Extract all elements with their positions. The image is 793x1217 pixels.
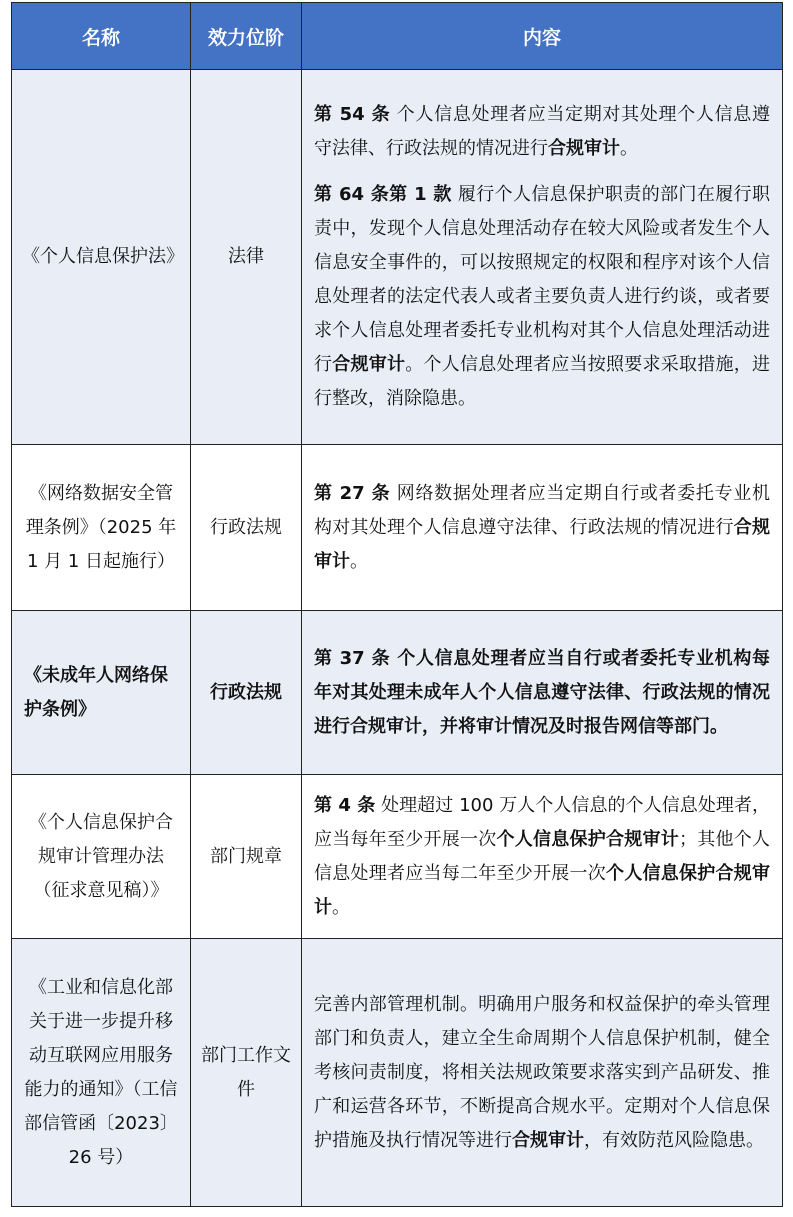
- content-text: 履行个人信息保护职责的部门在履行职责中，发现个人信息处理活动存在较大风险或者发生个人信息安全事件的，可以按照规定的权限和程序对该个人信息处理者的法定代表人或者主要负责人进行约谈，或者要求个人信息处理者委托专业机构对其个人信息处理活动进行: [314, 184, 770, 375]
- highlight-text: 个人信息保护合规审计: [314, 862, 770, 918]
- row-content: [302, 70, 783, 445]
- content-text: 。: [350, 550, 368, 572]
- content-text: ；其他个人信息处理者应当每二年至少开展一次: [314, 828, 770, 884]
- article-number: 第 54 条: [314, 104, 391, 125]
- header-content: 内容: [302, 3, 783, 70]
- row-level: 法律: [191, 70, 302, 445]
- row-name: 《个人信息保护合规审计管理办法（征求意见稿）》: [12, 775, 191, 939]
- content-text: 。个人信息处理者应当按照要求采取措施，进行整改，消除隐患。: [314, 354, 770, 409]
- table-row: [12, 939, 783, 1207]
- content-text: 网络数据处理者应当定期自行或者委托专业机构对其处理个人信息遵守法律、行政法规的情况进行: [314, 482, 770, 538]
- row-content: [302, 445, 783, 611]
- content-text: 。: [332, 896, 350, 918]
- row-level: 部门工作文件: [191, 939, 302, 1207]
- row-content: [302, 775, 783, 939]
- header-level: 效力位阶: [191, 3, 302, 70]
- content-text: 个人信息处理者应当定期对其处理个人信息遵守法律、行政法规的情况进行: [314, 104, 770, 159]
- row-level: 行政法规: [191, 445, 302, 611]
- content-text: 。: [620, 138, 638, 159]
- content-paragraph: [314, 477, 770, 579]
- highlight-text: 合规审计: [332, 354, 406, 375]
- article-number: 第 27 条: [314, 482, 391, 504]
- highlight-text: 合规审计: [314, 516, 770, 572]
- content-text: ，有效防范风险隐患。: [584, 1129, 764, 1151]
- row-name: 《工业和信息化部关于进一步提升移动互联网应用服务能力的通知》（工信部信管函〔2023〕26 号）: [12, 939, 191, 1207]
- highlight-text: 个人信息保护合规审计: [496, 828, 679, 850]
- article-number: 第 4 条: [314, 794, 376, 816]
- article-number: 第 64 条第 1 款: [314, 184, 452, 205]
- content-paragraph: [314, 178, 770, 416]
- row-content: [302, 611, 783, 775]
- content-paragraph: [314, 789, 770, 925]
- highlight-text: 合规审计: [512, 1129, 584, 1151]
- article-number: 第 37 条: [314, 647, 391, 669]
- content-text: 个人信息处理者应当自行或者委托专业机构每年对其处理未成年人个人信息遵守法律、行政法规的情况进行合规审计，并将审计情况及时报告网信等部门。: [314, 647, 770, 737]
- content-paragraph: [314, 642, 770, 744]
- content-paragraph: [314, 98, 770, 166]
- row-name: 《未成年人网络保护条例》: [12, 611, 191, 775]
- content-text: 处理超过 100 万人个人信息的个人信息处理者，应当每年至少开展一次: [314, 794, 770, 850]
- content-text: 完善内部管理机制。明确用户服务和权益保护的牵头管理部门和负责人，建立全生命周期个人信息保护机制，健全考核问责制度，将相关法规政策要求落实到产品研发、推广和运营各环节，不断提高合规水平。定期对个人信息保护措施及执行情况等进行: [314, 993, 770, 1151]
- table-row: [12, 70, 783, 445]
- row-name: 《网络数据安全管理条例》（2025 年 1 月 1 日起施行）: [12, 445, 191, 611]
- highlight-text: 合规审计: [548, 138, 620, 159]
- content-paragraph: [314, 988, 770, 1158]
- row-name: 《个人信息保护法》: [12, 70, 191, 445]
- header-row: [12, 3, 783, 70]
- header-name: 名称: [12, 3, 191, 70]
- row-level: 行政法规: [191, 611, 302, 775]
- row-level: 部门规章: [191, 775, 302, 939]
- table-row: [12, 611, 783, 775]
- table-row: [12, 445, 783, 611]
- row-content: [302, 939, 783, 1207]
- table-row: [12, 775, 783, 939]
- regulations-table: [11, 2, 783, 1207]
